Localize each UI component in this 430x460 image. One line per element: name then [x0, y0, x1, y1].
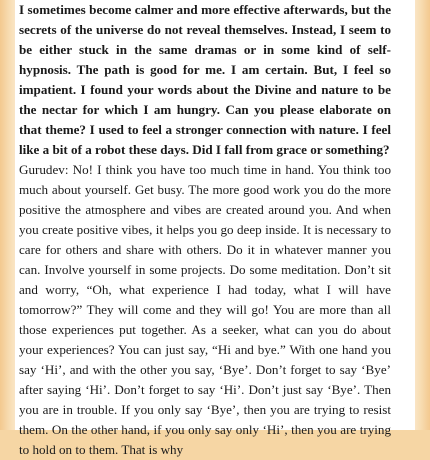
question-paragraph: I sometimes become calmer and more effective afterwards, but the secrets of the universe do not reveal themselves. Instead, I seem to be either stuck in the same dramas or in some kind of self-hypnosis. The path is good for me. I am certain. But, I feel so impatient. I found your words about the Divine and nature to be the nectar for which I am hungry. Can you please elaborate on that theme? I used to feel a stronger connection with nature. I feel like a bit of a robot these days. Did I fall from grace or something? — [19, 2, 391, 157]
page-text — [19, 0, 391, 460]
answer-paragraph: Gurudev: No! I think you have too much time in hand. You think too much about yourself. Get busy. The more good work you do the more positive the atmosphere and vibes are created around you. And when you create positive vibes, it helps you go deep inside. It is necessary to care for others and share with others. Do it in whatever manner you can. Involve yourself in some projects. Do some meditation. Don’t sit and worry, “Oh, what experience I had today, what I will have tomorrow?” They will come and they will go! You are more than all those experiences put together. As a seeker, what can you do about your experiences? You can just say, “Hi and bye.” With one hand you say ‘Hi’, and with the other you say, ‘Bye’. Don’t forget to say ‘Bye’ after saying ‘Hi’. Don’t forget to say ‘Hi’. Don’t just say ‘Bye’. Then you are in trouble. If you only say ‘Bye’, then you are trying to resist them. On the other hand, if you only say only ‘Hi’, then you are trying to hold on to them. That is why — [19, 162, 391, 457]
page-sheet — [15, 0, 415, 457]
